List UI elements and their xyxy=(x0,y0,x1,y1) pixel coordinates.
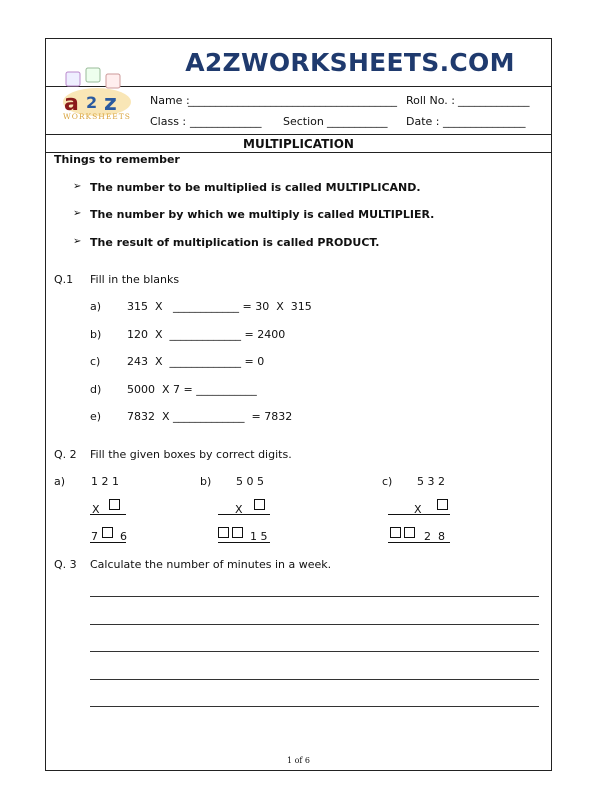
q3-instruction: Calculate the number of minutes in a week. xyxy=(90,558,332,571)
digit-box[interactable] xyxy=(102,527,113,538)
section-field[interactable]: ___________ xyxy=(327,115,388,128)
q2-a-result-right: 6 xyxy=(120,530,127,543)
result-underline xyxy=(388,542,450,543)
remember-bullet: The result of multiplication is called PRODUCT. xyxy=(90,236,380,249)
q2-c-top-number: 5 3 2 xyxy=(417,475,445,488)
q1-item-text[interactable]: 243 X _____________ = 0 xyxy=(127,355,265,368)
q1-item-label: e) xyxy=(90,410,102,423)
digit-box[interactable] xyxy=(109,499,120,510)
q1-item-text[interactable]: 5000 X 7 = ___________ xyxy=(127,383,257,396)
worksheet-title: MULTIPLICATION xyxy=(243,137,354,151)
q1-item-label: d) xyxy=(90,383,102,396)
digit-box[interactable] xyxy=(218,527,229,538)
q2-b-label: b) xyxy=(200,475,212,488)
svg-text:a: a xyxy=(64,91,79,116)
logo-text: WORKSHEETS xyxy=(63,112,131,121)
name-label: Name : xyxy=(150,94,190,107)
digit-box[interactable] xyxy=(254,499,265,510)
digit-box[interactable] xyxy=(232,527,243,538)
digit-box[interactable] xyxy=(390,527,401,538)
result-underline xyxy=(218,542,270,543)
answer-line[interactable] xyxy=(90,624,539,625)
page-number: 1 of 6 xyxy=(286,756,311,765)
q1-number: Q.1 xyxy=(54,273,74,286)
answer-line[interactable] xyxy=(90,679,539,680)
roll-field[interactable]: _____________ xyxy=(458,94,530,107)
arrow-bullet-icon: ➢ xyxy=(73,236,82,247)
q2-b-top-number: 5 0 5 xyxy=(236,475,264,488)
arrow-bullet-icon: ➢ xyxy=(73,181,82,192)
sum-line xyxy=(90,514,126,515)
q1-item-text[interactable]: 120 X _____________ = 2400 xyxy=(127,328,286,341)
section-label: Section xyxy=(283,115,324,128)
q2-a-top-number: 1 2 1 xyxy=(91,475,119,488)
q1-item-label: b) xyxy=(90,328,102,341)
q2-instruction: Fill the given boxes by correct digits. xyxy=(90,448,292,461)
result-underline xyxy=(90,542,126,543)
q1-item-text[interactable]: 7832 X _____________ = 7832 xyxy=(127,410,293,423)
header-bottom-divider xyxy=(45,134,552,135)
answer-line[interactable] xyxy=(90,651,539,652)
q1-item-label: c) xyxy=(90,355,101,368)
remember-bullet: The number to be multiplied is called MULTIPLICAND. xyxy=(90,181,421,194)
remember-heading: Things to remember xyxy=(54,153,180,166)
name-field[interactable]: ______________________________________ xyxy=(188,94,397,107)
q2-a-times-sign: X xyxy=(92,503,100,516)
q1-item-label: a) xyxy=(90,300,102,313)
digit-box[interactable] xyxy=(437,499,448,510)
site-name: A2ZWORKSHEETS.COM xyxy=(185,48,515,77)
remember-bullet: The number by which we multiply is called MULTIPLIER. xyxy=(90,208,435,221)
q2-c-times-sign: X xyxy=(414,503,422,516)
q1-instruction: Fill in the blanks xyxy=(90,273,180,286)
arrow-bullet-icon: ➢ xyxy=(73,208,82,219)
date-field[interactable]: _______________ xyxy=(443,115,526,128)
q3-number: Q. 3 xyxy=(54,558,77,571)
q1-item-text[interactable]: 315 X ____________ = 30 X 315 xyxy=(127,300,312,313)
date-label: Date : xyxy=(406,115,440,128)
q2-a-label: a) xyxy=(54,475,66,488)
class-field[interactable]: _____________ xyxy=(190,115,262,128)
q2-b-result-right: 1 5 xyxy=(250,530,268,543)
class-label: Class : xyxy=(150,115,187,128)
svg-text:2: 2 xyxy=(86,93,98,112)
q2-a-result-left: 7 xyxy=(91,530,98,543)
answer-line[interactable] xyxy=(90,596,539,597)
q2-c-label: c) xyxy=(382,475,393,488)
q2-b-times-sign: X xyxy=(235,503,243,516)
q2-c-result-right: 2 8 xyxy=(424,530,445,543)
svg-text:z: z xyxy=(104,91,117,116)
sum-line xyxy=(388,514,450,515)
answer-line[interactable] xyxy=(90,706,539,707)
digit-box[interactable] xyxy=(404,527,415,538)
roll-label: Roll No. : xyxy=(406,94,455,107)
sum-line xyxy=(218,514,270,515)
q2-number: Q. 2 xyxy=(54,448,77,461)
